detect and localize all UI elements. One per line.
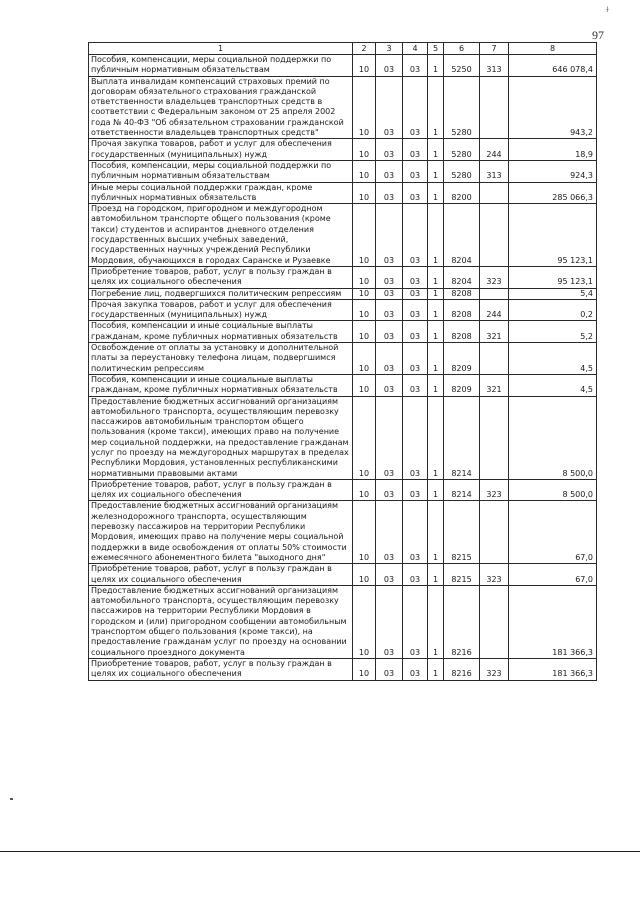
- cell-target-code: 8209: [444, 343, 480, 375]
- cell-amount: 285 066,3: [509, 182, 597, 204]
- cell-section: 10: [353, 299, 376, 321]
- cell-program: 03: [403, 658, 428, 680]
- cell-amount: 181 366,3: [509, 585, 597, 658]
- cell-target-code: 8215: [444, 501, 480, 564]
- cell-section: 10: [353, 479, 376, 501]
- cell-subsection: 03: [376, 585, 403, 658]
- cell-subsection: 03: [376, 76, 403, 139]
- table-row: [89, 299, 597, 321]
- cell-section: 10: [353, 288, 376, 299]
- header-col-6: 6: [444, 43, 480, 55]
- cell-amount: 67,0: [509, 564, 597, 586]
- cell-target-code: 8214: [444, 396, 480, 479]
- cell-section: 10: [353, 396, 376, 479]
- table-row: [89, 396, 597, 479]
- cell-amount: 5,4: [509, 288, 597, 299]
- cell-expense-type: [480, 76, 509, 139]
- cell-expense-type: [480, 501, 509, 564]
- cell-expense-type: 244: [480, 299, 509, 321]
- cell-program: 03: [403, 204, 428, 267]
- cell-subprogram: 1: [428, 501, 444, 564]
- cell-section: 10: [353, 564, 376, 586]
- cell-subsection: 03: [376, 501, 403, 564]
- cell-target-code: 8214: [444, 479, 480, 501]
- header-col-8: 8: [509, 43, 597, 55]
- table-header-row: [89, 43, 597, 55]
- cell-expense-type: [480, 396, 509, 479]
- cell-expense-type: 323: [480, 479, 509, 501]
- header-col-2: 2: [353, 43, 376, 55]
- cell-target-code: 8208: [444, 288, 480, 299]
- cell-expense-type: [480, 288, 509, 299]
- row-description: Предоставление бюджетных ассигнований организациям железнодорожного транспорта, осуществляющим перевозку пассажиров на территории Республики Мордовия, имеющих право на получение меры социальной поддержки в виде освобождения от оплаты 50% стоимости ежемесячного абонементного билета "выходного дня": [89, 501, 353, 564]
- table-row: [89, 76, 597, 139]
- row-description: Пособия, компенсации, меры социальной поддержки по публичным нормативным обязательствам: [89, 55, 353, 77]
- row-description: Приобретение товаров, работ, услуг в пользу граждан в целях их социального обеспечения: [89, 266, 353, 288]
- cell-target-code: 8209: [444, 374, 480, 396]
- cell-expense-type: [480, 204, 509, 267]
- cell-program: 03: [403, 139, 428, 161]
- cell-subsection: 03: [376, 343, 403, 375]
- cell-expense-type: 323: [480, 658, 509, 680]
- cell-subprogram: 1: [428, 299, 444, 321]
- table-row: [89, 321, 597, 343]
- cell-target-code: 8216: [444, 658, 480, 680]
- bottom-rule: [0, 851, 640, 852]
- cell-program: 03: [403, 76, 428, 139]
- cell-section: 10: [353, 139, 376, 161]
- cell-program: 03: [403, 321, 428, 343]
- cell-amount: 95 123,1: [509, 266, 597, 288]
- row-description: Предоставление бюджетных ассигнований организациям автомобильного транспорта, осуществляющим перевозку пассажиров на территории Республики Мордовия в городском и (или) пригородном сообщении автомобильным транспортом общего пользования (кроме такси), на предоставление гражданам услуг по проезду на основании социального проездного документа: [89, 585, 353, 658]
- row-description: Прочая закупка товаров, работ и услуг для обеспечения государственных (муниципальных) нужд: [89, 299, 353, 321]
- cell-subsection: 03: [376, 658, 403, 680]
- cell-target-code: 8216: [444, 585, 480, 658]
- cell-subprogram: 1: [428, 160, 444, 182]
- table-row: [89, 204, 597, 267]
- cell-expense-type: [480, 182, 509, 204]
- table-row: [89, 564, 597, 586]
- cell-subprogram: 1: [428, 585, 444, 658]
- cell-subprogram: 1: [428, 396, 444, 479]
- cell-amount: 181 366,3: [509, 658, 597, 680]
- row-description: Пособия, компенсации и иные социальные выплаты гражданам, кроме публичных нормативных обязательств: [89, 374, 353, 396]
- header-col-4: 4: [403, 43, 428, 55]
- cell-target-code: 5280: [444, 139, 480, 161]
- cell-section: 10: [353, 182, 376, 204]
- cell-program: 03: [403, 374, 428, 396]
- cell-amount: 67,0: [509, 501, 597, 564]
- cell-section: 10: [353, 55, 376, 77]
- table-row: [89, 343, 597, 375]
- cell-program: 03: [403, 585, 428, 658]
- cell-program: 03: [403, 160, 428, 182]
- cell-amount: 18,9: [509, 139, 597, 161]
- cell-subsection: 03: [376, 55, 403, 77]
- cell-section: 10: [353, 343, 376, 375]
- cell-expense-type: 321: [480, 321, 509, 343]
- cell-subprogram: 1: [428, 343, 444, 375]
- cell-subprogram: 1: [428, 321, 444, 343]
- cell-amount: 5,2: [509, 321, 597, 343]
- cell-subprogram: 1: [428, 204, 444, 267]
- cell-amount: 646 078,4: [509, 55, 597, 77]
- header-col-7: 7: [480, 43, 509, 55]
- cell-subsection: 03: [376, 204, 403, 267]
- cell-subprogram: 1: [428, 266, 444, 288]
- cell-subprogram: 1: [428, 658, 444, 680]
- cell-subsection: 03: [376, 479, 403, 501]
- cell-expense-type: 321: [480, 374, 509, 396]
- cell-program: 03: [403, 55, 428, 77]
- cell-amount: 8 500,0: [509, 396, 597, 479]
- cell-expense-type: [480, 343, 509, 375]
- cell-program: 03: [403, 182, 428, 204]
- table-row: [89, 266, 597, 288]
- cell-section: 10: [353, 160, 376, 182]
- cell-subprogram: 1: [428, 182, 444, 204]
- header-col-1: 1: [89, 43, 353, 55]
- row-description: Погребение лиц, подвергшихся политическим репрессиям: [89, 288, 353, 299]
- cell-target-code: 8204: [444, 266, 480, 288]
- table-body: [89, 55, 597, 681]
- cell-program: 03: [403, 564, 428, 586]
- cell-amount: 924,3: [509, 160, 597, 182]
- budget-table: [88, 42, 597, 681]
- table-row: [89, 182, 597, 204]
- row-description: Приобретение товаров, работ, услуг в пользу граждан в целях их социального обеспечения: [89, 479, 353, 501]
- cell-subsection: 03: [376, 396, 403, 479]
- cell-target-code: 8215: [444, 564, 480, 586]
- cell-expense-type: 313: [480, 55, 509, 77]
- cell-amount: 0,2: [509, 299, 597, 321]
- cell-program: 03: [403, 288, 428, 299]
- cell-section: 10: [353, 585, 376, 658]
- row-description: Освобождение от оплаты за установку и дополнительной платы за переустановку телефона лицам, подвергшимся политическим репрессиям: [89, 343, 353, 375]
- row-description: Прочая закупка товаров, работ и услуг для обеспечения государственных (муниципальных) нужд: [89, 139, 353, 161]
- table-row: [89, 288, 597, 299]
- table-row: [89, 139, 597, 161]
- cell-subsection: 03: [376, 182, 403, 204]
- row-description: Предоставление бюджетных ассигнований организациям автомобильного транспорта, осуществляющим перевозку пассажиров автомобильным транспортом общего пользования (кроме такси), имеющих право на получение мер социальной поддержки, на предоставление гражданам услуг по проезду на междугородных маршрутах в пределах Республики Мордовия, установленных республиканскими нормативными правовыми актами: [89, 396, 353, 479]
- row-description: Иные меры социальной поддержки граждан, кроме публичных нормативных обязательств: [89, 182, 353, 204]
- cell-subprogram: 1: [428, 55, 444, 77]
- cell-program: 03: [403, 501, 428, 564]
- row-description: Пособия, компенсации и иные социальные выплаты гражданам, кроме публичных нормативных обязательств: [89, 321, 353, 343]
- cell-section: 10: [353, 76, 376, 139]
- cell-subsection: 03: [376, 374, 403, 396]
- table-row: [89, 55, 597, 77]
- cell-subsection: 03: [376, 299, 403, 321]
- cell-target-code: 8204: [444, 204, 480, 267]
- table-row: [89, 501, 597, 564]
- cell-section: 10: [353, 658, 376, 680]
- table-row: [89, 160, 597, 182]
- row-description: Приобретение товаров, работ, услуг в пользу граждан в целях их социального обеспечения: [89, 658, 353, 680]
- cell-expense-type: 323: [480, 564, 509, 586]
- row-description: Выплата инвалидам компенсаций страховых премий по договорам обязательного страхования гражданской ответственности владельцев транспортных средств в соответствии с Федеральным законом от 25 апреля 2002 года № 40-ФЗ "Об обязательном страховании гражданской ответственности владельцев транспортных средств": [89, 76, 353, 139]
- cell-section: 10: [353, 204, 376, 267]
- cell-subprogram: 1: [428, 139, 444, 161]
- cell-program: 03: [403, 479, 428, 501]
- cell-subsection: 03: [376, 288, 403, 299]
- cell-target-code: 8200: [444, 182, 480, 204]
- cell-subsection: 03: [376, 139, 403, 161]
- cell-program: 03: [403, 266, 428, 288]
- cell-program: 03: [403, 396, 428, 479]
- scan-mark: [10, 798, 13, 800]
- page-number: 97: [592, 28, 604, 42]
- header-col-5: 5: [428, 43, 444, 55]
- cell-target-code: 5280: [444, 160, 480, 182]
- cell-expense-type: 244: [480, 139, 509, 161]
- cell-amount: 943,2: [509, 76, 597, 139]
- table-row: [89, 374, 597, 396]
- table-row: [89, 479, 597, 501]
- cell-subprogram: 1: [428, 564, 444, 586]
- cell-section: 10: [353, 266, 376, 288]
- cell-expense-type: 323: [480, 266, 509, 288]
- table-row: [89, 658, 597, 680]
- cell-amount: 95 123,1: [509, 204, 597, 267]
- cell-expense-type: 313: [480, 160, 509, 182]
- row-description: Проезд на городском, пригородном и междугородном автомобильном транспорте общего пользования (кроме такси) студентов и аспирантов дневного отделения государственных высших учебных заведений, государственных научных учреждений Республики Мордовия, обучающихся в городах Саранске и Рузаевке: [89, 204, 353, 267]
- cell-subsection: 03: [376, 266, 403, 288]
- row-description: Пособия, компенсации, меры социальной поддержки по публичным нормативным обязательствам: [89, 160, 353, 182]
- cell-program: 03: [403, 299, 428, 321]
- cell-expense-type: [480, 585, 509, 658]
- cell-subsection: 03: [376, 160, 403, 182]
- cell-target-code: 5280: [444, 76, 480, 139]
- cell-program: 03: [403, 343, 428, 375]
- cell-subprogram: 1: [428, 76, 444, 139]
- cell-amount: 8 500,0: [509, 479, 597, 501]
- cell-target-code: 8208: [444, 299, 480, 321]
- cell-target-code: 5250: [444, 55, 480, 77]
- cell-subprogram: 1: [428, 374, 444, 396]
- cell-section: 10: [353, 374, 376, 396]
- cell-section: 10: [353, 501, 376, 564]
- cell-amount: 4,5: [509, 374, 597, 396]
- cell-subsection: 03: [376, 321, 403, 343]
- cell-amount: 4,5: [509, 343, 597, 375]
- cell-subprogram: 1: [428, 479, 444, 501]
- table-row: [89, 585, 597, 658]
- cell-subsection: 03: [376, 564, 403, 586]
- header-col-3: 3: [376, 43, 403, 55]
- row-description: Приобретение товаров, работ, услуг в пользу граждан в целях их социального обеспечения: [89, 564, 353, 586]
- cell-subprogram: 1: [428, 288, 444, 299]
- cell-section: 10: [353, 321, 376, 343]
- cell-target-code: 8208: [444, 321, 480, 343]
- corner-mark: ɫ: [606, 6, 609, 14]
